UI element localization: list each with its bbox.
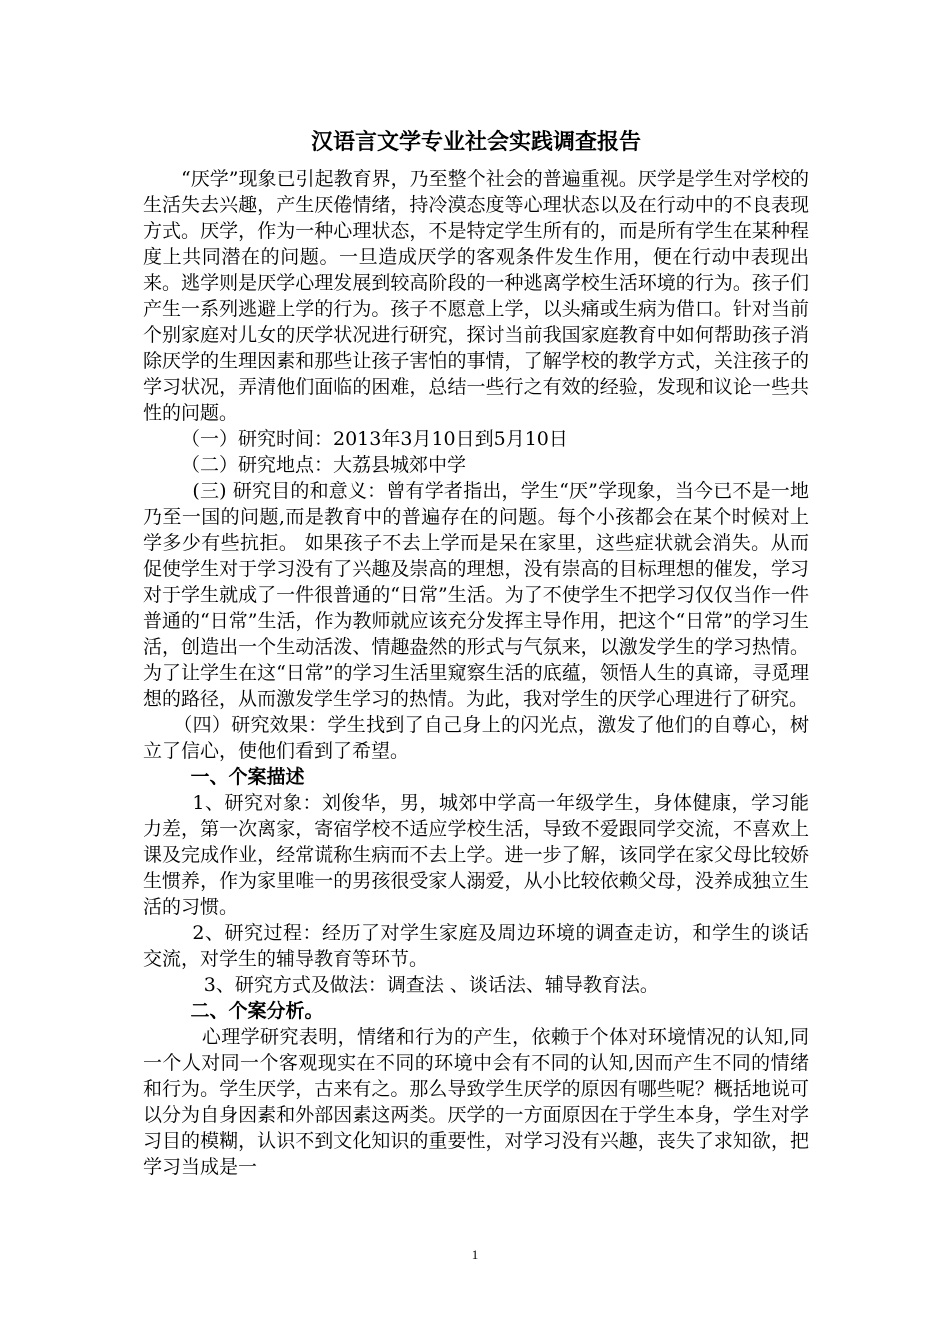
document-title: 汉语言文学专业社会实践调查报告 bbox=[310, 130, 641, 155]
paragraph-analysis: 心理学研究表明，情绪和行为的产生，依赖于个体对环境情况的认知,同一个人对同一个客观现实在不同的环境中会有不同的认知,因而产生不同的情绪和行为。学生厌学，古来有之。那么导致学生厌学的原因有哪些呢？概括地说可以分为自身因素和外部因素这两类。厌学的一方面原因在于学生本身，学生对学习目的模糊，认识不到文化知识的重要性，对学习没有兴趣，丧失了求知欲，把学习当成是一 bbox=[143, 1026, 809, 1178]
heading-case-description: 一、个案描述 bbox=[190, 766, 305, 788]
paragraph-case-subject: 1、研究对象：刘俊华，男，城郊中学高一年级学生，身体健康，学习能力差，第一次离家，寄宿学校不适应学校生活，导致不爱跟同学交流，不喜欢上课及完成作业，经常谎称生病而不去上学。进一步了解，该同学在家父母比较娇生惯养，作为家里唯一的男孩很受家人溺爱，从小比较依赖父母，没养成独立生活的习惯。 bbox=[143, 792, 809, 918]
heading-case-analysis: 二、个案分析。 bbox=[190, 1000, 324, 1022]
document-body bbox=[143, 128, 809, 1180]
paragraph-research-effect: （四）研究效果：学生找到了自己身上的闪光点，激发了他们的自尊心，树立了信心，使他们看到了希望。 bbox=[143, 714, 809, 762]
page-number: 1 bbox=[471, 1247, 479, 1262]
paragraph-case-process: 2、研究过程：经历了对学生家庭及周边环境的调查走访，和学生的谈话交流，对学生的辅导教育等环节。 bbox=[143, 922, 809, 970]
paragraph-research-place: （二）研究地点：大荔县城郊中学 bbox=[181, 454, 467, 476]
paragraph-research-purpose: (三) 研究目的和意义：曾有学者指出，学生“厌”学现象，当今已不是一地乃至一国的问题,而是教育中的普遍存在的问题。每个小孩都会在某个时候对上学多少有些抗拒。 如果孩子不去上学而是呆在家里，这些症状就会消失。从而促使学生对于学习没有了兴趣及崇高的理想，没有崇高的目标理想的催发，学习对于学生就成了一件很普通的“日常”生活。为了不使学生不把学习仅仅当作一件普通的“日常”生活，作为教师就应该充分发挥主导作用，把这个“日常”的学习生活，创造出一个生动活泼、情趣盎然的形式与气氛来，以激发学生的学习热情。为了让学生在这“日常”的学习生活里窥察生活的底蕴，领悟人生的真谛，寻觅理想的路径，从而激发学生学习的热情。为此，我对学生的厌学心理进行了研究。 bbox=[143, 480, 809, 710]
paragraph-case-method: 3、研究方式及做法：调查法 、谈话法、辅导教育法。 bbox=[203, 974, 659, 996]
paragraph-research-time: （一）研究时间：2013年3月10日到5月10日 bbox=[181, 428, 568, 450]
paragraph-intro: “厌学”现象已引起教育界，乃至整个社会的普遍重视。厌学是学生对学校的生活失去兴趣，产生厌倦情绪，持冷漠态度等心理状态以及在行动中的不良表现方式。厌学，作为一种心理状态，不是特定学生所有的，而是所有学生在某种程度上共同潜在的问题。一旦造成厌学的客观条件发生作用，便在行动中表现出来。逃学则是厌学心理发展到较高阶段的一种逃离学校生活环境的行为。孩子们产生一系列逃避上学的行为。孩子不愿意上学，以头痛或生病为借口。针对当前个别家庭对儿女的厌学状况进行研究，探讨当前我国家庭教育中如何帮助孩子消除厌学的生理因素和那些让孩子害怕的事情，了解学校的教学方式，关注孩子的学习状况，弄清他们面临的困难，总结一些行之有效的经验，发现和议论一些共性的问题。 bbox=[143, 168, 809, 424]
